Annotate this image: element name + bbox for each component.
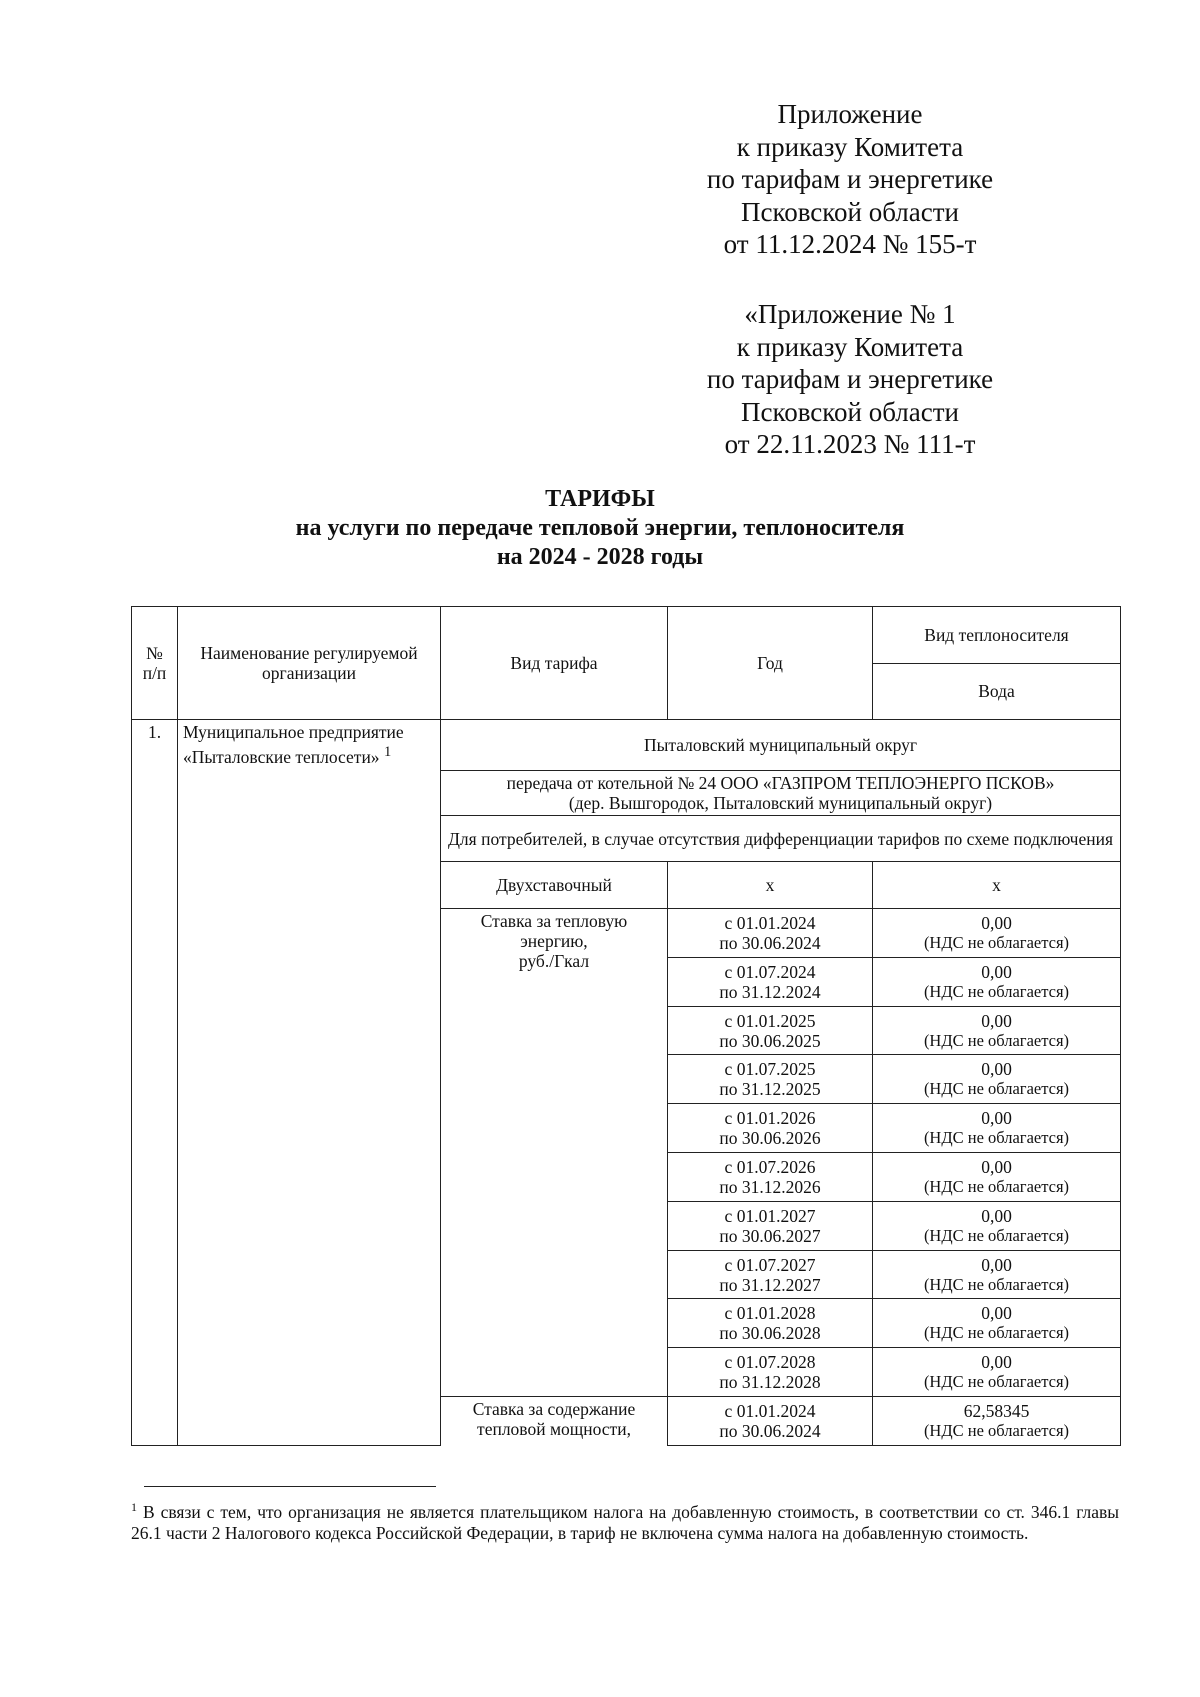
header-carrier-water: Вода: [873, 663, 1121, 719]
value-cell: [873, 1104, 1121, 1153]
footnote-mark: 1: [383, 743, 392, 760]
energy-rate-line: энергию,: [520, 930, 588, 951]
period-to: по 30.06.2024: [719, 1421, 821, 1442]
approval-line: «Приложение № 1: [744, 299, 956, 329]
value-cell: [873, 1299, 1121, 1348]
period-from: с 01.01.2026: [724, 1108, 816, 1129]
header-number: № п/п: [132, 607, 178, 720]
period-to: по 31.12.2024: [719, 981, 821, 1002]
heat-source-line: (дер. Вышгородок, Пыталовский муниципальный округ): [568, 793, 993, 814]
tariff-value: 0,00: [981, 1156, 1012, 1177]
approval-line: Псковской области: [740, 396, 959, 427]
period-to: по 30.06.2024: [719, 932, 821, 953]
period-from: с 01.01.2024: [724, 1401, 816, 1422]
vat-note: (НДС не облагается): [923, 1421, 1070, 1441]
capacity-rate-label: [441, 1397, 668, 1446]
two-part-value: х: [873, 862, 1121, 909]
vat-note: (НДС не облагается): [923, 1079, 1070, 1099]
period-cell: [668, 1348, 873, 1397]
vat-note: (НДС не облагается): [923, 1323, 1070, 1343]
value-cell: [873, 908, 1121, 957]
period-to: по 31.12.2026: [719, 1176, 821, 1197]
row-number: 1.: [132, 719, 178, 1445]
consumers-row: Для потребителей, в случае отсутствия дифференциации тарифов по схеме подключения: [441, 816, 1121, 862]
value-cell: [873, 1055, 1121, 1104]
period-cell: [668, 1055, 873, 1104]
period-from: с 01.07.2028: [724, 1352, 816, 1373]
period-to: по 31.12.2028: [719, 1372, 821, 1393]
period-cell: [668, 908, 873, 957]
header-tariff-type: Вид тарифа: [441, 607, 668, 720]
period-to: по 30.06.2027: [719, 1225, 821, 1246]
period-from: с 01.01.2024: [724, 912, 816, 933]
energy-rate-label: [441, 908, 668, 1396]
period-to: по 30.06.2026: [719, 1128, 821, 1149]
period-from: с 01.01.2025: [724, 1010, 816, 1031]
heat-source-line: передача от котельной № 24 ООО «ГАЗПРОМ ТЕПЛОЭНЕРГО ПСКОВ»: [506, 773, 1055, 794]
vat-note: (НДС не облагается): [923, 1274, 1070, 1294]
title-line: на 2024 - 2028 годы: [496, 544, 704, 570]
vat-note: (НДС не облагается): [923, 1030, 1070, 1050]
title-line: ТАРИФЫ: [545, 486, 655, 512]
period-from: с 01.07.2024: [724, 961, 816, 982]
approval-line: от 22.11.2023 № 111-т: [724, 429, 976, 459]
approval-block-current: [650, 98, 1050, 261]
organization-cell: [178, 719, 441, 1445]
approval-line: от 11.12.2024 № 155-т: [723, 229, 977, 259]
capacity-rate-line: тепловой мощности,: [477, 1419, 631, 1440]
vat-note: (НДС не облагается): [923, 932, 1070, 952]
footnote-number: 1: [131, 1500, 137, 1514]
vat-note: (НДС не облагается): [923, 1225, 1070, 1245]
period-cell: [668, 1153, 873, 1202]
tariff-value: 62,58345: [963, 1401, 1030, 1422]
energy-rate-line: руб./Гкал: [518, 950, 590, 971]
tariff-value: 0,00: [981, 1205, 1012, 1226]
period-cell: [668, 957, 873, 1006]
tariff-value: 0,00: [981, 961, 1012, 982]
tariff-value: 0,00: [981, 1010, 1012, 1031]
tariff-value: 0,00: [981, 1352, 1012, 1373]
approval-line: по тарифам и энергетике: [706, 164, 994, 194]
value-cell: [873, 957, 1121, 1006]
approval-line: Приложение: [777, 99, 923, 129]
period-cell: [668, 1250, 873, 1299]
approval-block-original: [650, 298, 1050, 461]
vat-note: (НДС не облагается): [923, 981, 1070, 1001]
period-to: по 31.12.2025: [719, 1079, 821, 1100]
period-cell: [668, 1397, 873, 1446]
value-cell: [873, 1250, 1121, 1299]
tariff-table: [131, 606, 1121, 1446]
value-cell: [873, 1006, 1121, 1055]
vat-note: (НДС не облагается): [923, 1372, 1070, 1392]
tariff-value: 0,00: [981, 1059, 1012, 1080]
header-organization: Наименование регулируемой организации: [178, 607, 441, 720]
value-cell: [873, 1153, 1121, 1202]
footnote-text: В связи с тем, что организация не является плательщиком налога на добавленную стоимость, в соответствии со ст. 346.1 главы 26.1 части 2 Налогового кодекса Российской Федерации, в тариф не включена сумма налога на добавленную стоимость.: [131, 1501, 1120, 1544]
value-cell: [873, 1201, 1121, 1250]
approval-line: к приказу Комитета: [736, 131, 964, 162]
approval-line: по тарифам и энергетике: [706, 364, 994, 394]
header-carrier-type: Вид теплоносителя: [873, 607, 1121, 664]
period-from: с 01.01.2027: [724, 1205, 816, 1226]
tariff-value: 0,00: [981, 912, 1012, 933]
tariff-value: 0,00: [981, 1108, 1012, 1129]
period-from: с 01.01.2028: [724, 1303, 816, 1324]
vat-note: (НДС не облагается): [923, 1128, 1070, 1148]
vat-note: (НДС не облагается): [923, 1176, 1070, 1196]
period-from: с 01.07.2026: [724, 1156, 816, 1177]
value-cell: [873, 1348, 1121, 1397]
energy-rate-line: Ставка за тепловую: [480, 910, 628, 931]
period-cell: [668, 1299, 873, 1348]
two-part-year: х: [668, 862, 873, 909]
footnote-divider: [144, 1486, 436, 1487]
period-to: по 31.12.2027: [719, 1274, 821, 1295]
period-to: по 30.06.2025: [719, 1030, 821, 1051]
period-cell: [668, 1201, 873, 1250]
heat-source-row: [441, 770, 1121, 816]
value-cell: [873, 1397, 1121, 1446]
district-row: Пыталовский муниципальный округ: [441, 719, 1121, 770]
approval-line: Псковской области: [740, 196, 959, 227]
title-line: на услуги по передаче тепловой энергии, теплоносителя: [295, 515, 905, 541]
footnote: [131, 1497, 1119, 1545]
approval-line: к приказу Комитета: [736, 331, 964, 362]
tariff-value: 0,00: [981, 1303, 1012, 1324]
capacity-rate-line: Ставка за содержание: [472, 1399, 636, 1420]
tariff-value: 0,00: [981, 1254, 1012, 1275]
header-year: Год: [668, 607, 873, 720]
period-to: по 30.06.2028: [719, 1323, 821, 1344]
period-cell: [668, 1104, 873, 1153]
period-from: с 01.07.2027: [724, 1254, 816, 1275]
document-title: [200, 485, 1000, 572]
period-from: с 01.07.2025: [724, 1059, 816, 1080]
two-part-label: Двухставочный: [441, 862, 668, 909]
period-cell: [668, 1006, 873, 1055]
organization-name: Муниципальное предприятие «Пыталовские теплосети»: [183, 721, 404, 767]
